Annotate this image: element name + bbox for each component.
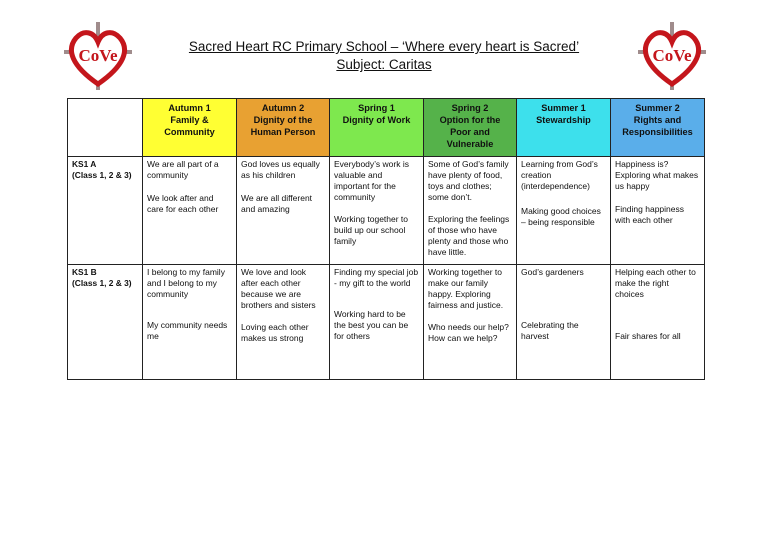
- table-cell: [330, 265, 424, 380]
- table-cell: [517, 157, 611, 265]
- cell-text: Working hard to be the best you can be for others: [334, 309, 409, 341]
- cell-text: Loving each other makes us strong: [241, 322, 309, 343]
- table-cell: [237, 265, 330, 380]
- row-label-classes: (Class 1, 2 & 3): [72, 278, 132, 288]
- page-subtitle: Subject: Caritas: [336, 57, 432, 72]
- column-term: Autumn 2: [261, 103, 305, 113]
- row-label: [68, 157, 143, 265]
- table-cell: [143, 157, 237, 265]
- cell-text: Learning from God’s creation (interdependence): [521, 159, 598, 191]
- table-row: [68, 157, 705, 265]
- column-theme: Option for the Poor and Vulnerable: [439, 115, 501, 149]
- row-label: [68, 265, 143, 380]
- row-label-stage: KS1 A: [72, 159, 97, 169]
- cell-text: Finding happiness with each other: [615, 204, 684, 225]
- table-cell: [330, 157, 424, 265]
- column-theme: Dignity of Work: [342, 115, 411, 125]
- column-term: Spring 1: [358, 103, 395, 113]
- cell-text: We are all part of a community: [147, 159, 219, 180]
- column-header-autumn2: [237, 99, 330, 157]
- cell-text: Finding my special job - my gift to the world: [334, 267, 419, 288]
- cell-text: Happiness is? Exploring what makes us happy: [615, 159, 699, 191]
- logo-text: CoVe: [78, 46, 118, 65]
- column-term: Autumn 1: [168, 103, 211, 113]
- header-row: [68, 99, 705, 157]
- column-theme: Stewardship: [536, 115, 591, 125]
- cell-text: We look after and care for each other: [147, 193, 219, 214]
- column-term: Spring 2: [451, 103, 489, 113]
- column-term: Summer 2: [635, 103, 680, 113]
- table-cell: [611, 157, 705, 265]
- row-label-stage: KS1 B: [72, 267, 97, 277]
- column-header-summer1: [517, 99, 611, 157]
- table-cell: [517, 265, 611, 380]
- column-theme: Rights and Responsibilities: [622, 115, 693, 137]
- table-cell: [424, 157, 517, 265]
- cell-text: Exploring the feelings of those who have plenty and those who have little.: [428, 214, 510, 257]
- row-label-classes: (Class 1, 2 & 3): [72, 170, 132, 180]
- corner-cell: [68, 99, 143, 157]
- table-cell: [611, 265, 705, 380]
- cell-text: Some of God’s family have plenty of food, toys and clothes; some don’t.: [428, 159, 509, 202]
- page-title: Sacred Heart RC Primary School – ‘Where every heart is Sacred’: [188, 39, 580, 54]
- cell-text: We love and look after each other because we are brothers and sisters: [241, 267, 316, 310]
- table-cell: [237, 157, 330, 265]
- cell-text: God loves us equally as his children: [241, 159, 320, 180]
- table-cell: [424, 265, 517, 380]
- cell-text: Everybody’s work is valuable and important for the community: [334, 159, 409, 202]
- cell-text: My community needs me: [147, 320, 228, 341]
- table-cell: [143, 265, 237, 380]
- logo-text: CoVe: [652, 46, 692, 65]
- cell-text: God’s gardeners: [521, 267, 584, 277]
- cell-text: Fair shares for all: [615, 331, 681, 341]
- column-theme: Dignity of the Human Person: [250, 115, 316, 137]
- cell-text: Celebrating the harvest: [521, 320, 579, 341]
- column-term: Summer 1: [541, 103, 586, 113]
- column-header-spring2: [424, 99, 517, 157]
- cell-text: Working together to build up our school family: [334, 214, 409, 246]
- cell-text: Making good choices – being responsible: [521, 206, 601, 227]
- cell-text: Who needs our help? How can we help?: [428, 322, 509, 343]
- cell-text: Helping each other to make the right choices: [615, 267, 696, 299]
- column-theme: Family & Community: [164, 115, 215, 137]
- column-header-summer2: [611, 99, 705, 157]
- table-row: [68, 265, 705, 380]
- cell-text: We are all different and amazing: [241, 193, 313, 214]
- column-header-spring1: [330, 99, 424, 157]
- cell-text: Working together to make our family happy. Exploring fairness and justice.: [428, 267, 504, 310]
- cell-text: I belong to my family and I belong to my community: [147, 267, 225, 299]
- column-header-autumn1: [143, 99, 237, 157]
- curriculum-table: [67, 98, 705, 380]
